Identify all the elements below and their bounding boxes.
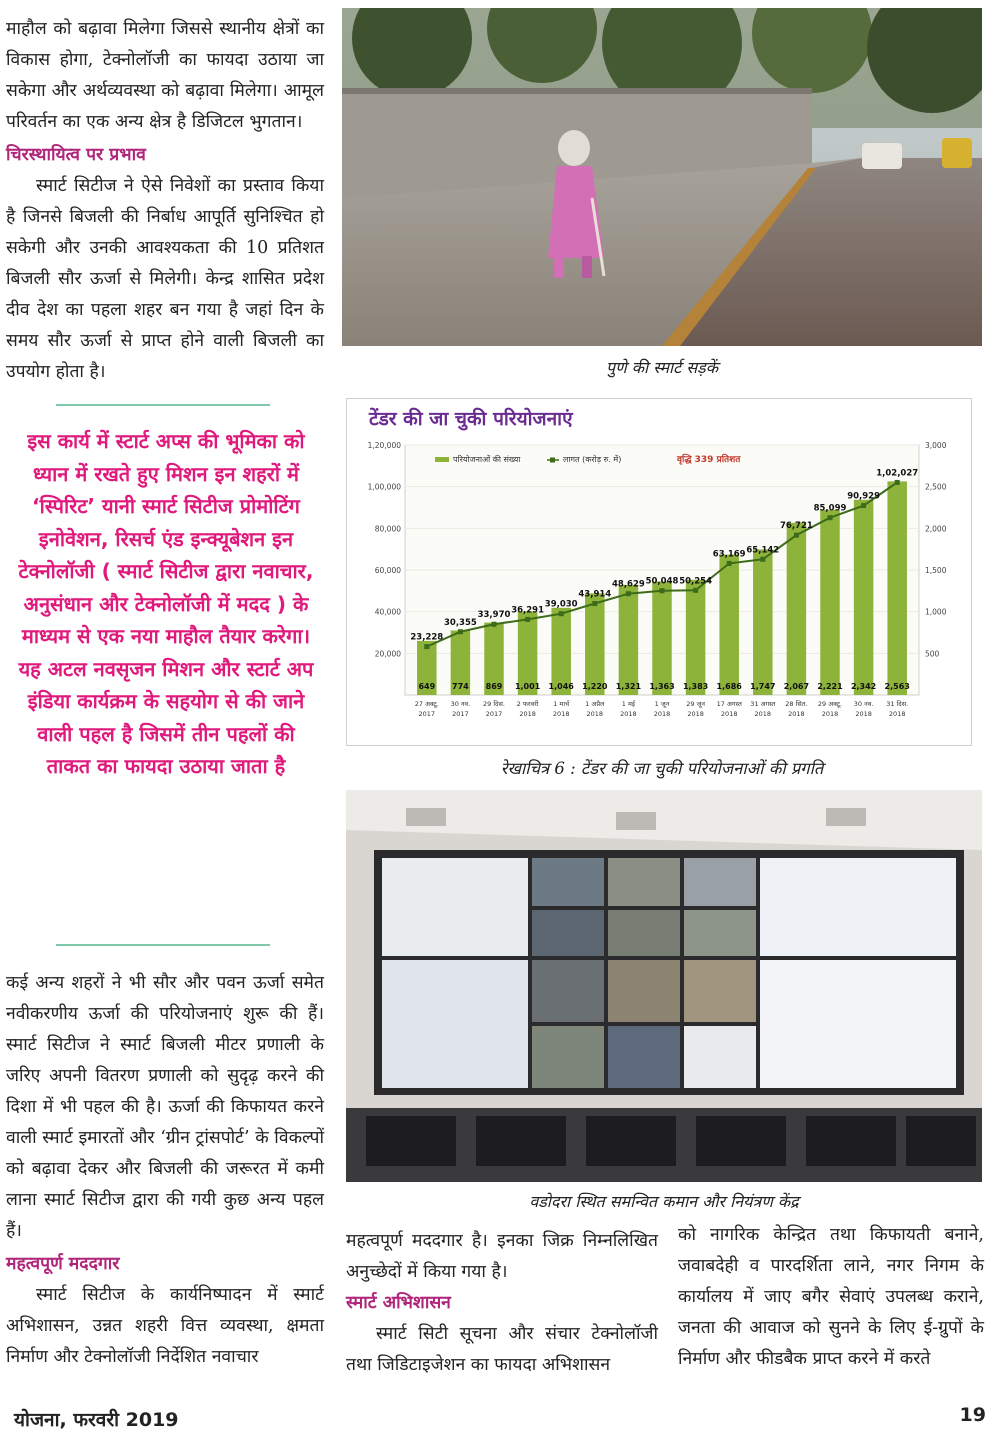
bar (820, 510, 839, 695)
paragraph: कई अन्य शहरों ने भी सौर और पवन ऊर्जा समेत नवीकरणीय ऊर्जा की परियोजनाएं शुरू की हैं। स्मार्ट सिटीज ने स्मार्ट बिजली मीटर प्रणाली के जरिए अपनी वितरण प्रणाली को सुदृढ़ करने की दिशा में भी पहल की है। ऊर्जा की किफायत करने वाली स्मार्ट इमारतों और ‘ग्रीन ट्रांसपोर्ट’ के विकल्पों को बढ़ावा देकर और बिजली की जरूरत में कमी लाना स्मार्ट सिटीज द्वारा की गयी कुछ अन्य पहल हैं। (6, 973, 324, 1241)
cost-value-label: 30,355 (443, 617, 477, 628)
bar-value-label: 649 (418, 682, 436, 691)
bar (787, 523, 806, 695)
street-photo-illustration (342, 8, 982, 346)
x-tick-label-year: 2018 (519, 710, 536, 718)
cost-point (760, 557, 765, 562)
bar-value-label: 1,747 (750, 682, 776, 691)
cost-point (424, 644, 429, 649)
cost-value-label: 63,169 (712, 549, 746, 560)
x-tick-label: 1 मई (621, 700, 636, 708)
section-heading-sustainability: चिरस्थायित्व पर प्रभाव (6, 145, 146, 165)
pull-quote (18, 425, 314, 783)
legend-line-label: लागत (करोड़ रु. में) (563, 455, 622, 464)
cost-value-label: 90,929 (847, 491, 881, 502)
bar-value-label: 1,001 (514, 682, 541, 691)
bar (686, 580, 705, 695)
x-tick-label-year: 2018 (855, 710, 872, 718)
cost-value-label: 85,099 (813, 503, 847, 514)
footer-publication: योजना, फरवरी 2019 (14, 1409, 179, 1431)
legend-bar-label: परियोजनाओं की संख्या (453, 455, 521, 464)
cost-point (592, 601, 597, 606)
x-tick-label: 30 नव. (450, 700, 471, 708)
x-tick-label: 31 दिस. (886, 700, 909, 708)
page-number: 19 (959, 1404, 986, 1426)
cost-value-label: 39,030 (544, 599, 578, 610)
bar (854, 500, 873, 695)
left-tick-label: 20,000 (374, 649, 401, 659)
x-tick-label-year: 2018 (552, 710, 570, 718)
bar-value-label: 1,321 (615, 682, 642, 691)
bar-value-label: 2,563 (884, 682, 910, 691)
left-tick-label: 1,20,000 (367, 441, 401, 450)
x-tick-label-year: 2018 (586, 710, 604, 718)
bar-value-label: 2,067 (783, 682, 810, 691)
legend-bar-swatch (435, 457, 449, 462)
bar (652, 581, 671, 695)
cost-point (559, 611, 564, 616)
divider (56, 404, 270, 406)
x-tick-label-year: 2017 (485, 710, 503, 718)
cost-value-label: 65,142 (746, 545, 780, 556)
paragraph: माहौल को बढ़ावा मिलेगा जिससे स्थानीय क्षेत्रों का विकास होगा, टेक्नोलॉजी का फायदा उठाया जा सकेगा और अर्थव्यवस्था को बढ़ावा मिलेगा। आमूल परिवर्तन का एक अन्य क्षेत्र है डिजिटल भुगतान। (6, 19, 324, 132)
left-tick-label: 1,00,000 (367, 482, 401, 492)
right-tick-label: 1,500 (925, 566, 947, 575)
bar-value-label: 1,046 (548, 682, 574, 691)
cost-value-label: 76,721 (779, 521, 813, 532)
x-tick-label-year: 2018 (788, 710, 805, 718)
bar (753, 549, 772, 695)
x-tick-label-year: 2017 (418, 710, 436, 718)
cost-point (861, 503, 866, 508)
bar-value-label: 1,220 (582, 682, 608, 691)
x-tick-label: 2 फरवरी (516, 700, 539, 708)
bar (619, 585, 638, 695)
cost-point (727, 561, 732, 566)
left-tick-label: 80,000 (374, 524, 401, 534)
cost-value-label: 1,02,027 (876, 468, 919, 479)
photo-vadodara-command-centre (346, 790, 982, 1182)
cost-point (492, 622, 497, 627)
x-tick-label-year: 2018 (620, 710, 637, 718)
cost-value-label: 48,629 (611, 579, 645, 590)
x-tick-label: 29 दिस. (483, 700, 505, 708)
x-tick-label: 17 अगस्त (716, 700, 742, 708)
left-column-lower (6, 968, 324, 1373)
cost-point (828, 515, 833, 520)
x-tick-label-year: 2018 (754, 710, 772, 718)
paragraph: महत्वपूर्ण मददगार है। इनका जिक्र निम्नलिखित अनुच्छेदों में किया गया है। (346, 1231, 658, 1282)
cost-value-label: 50,048 (645, 576, 679, 587)
bar-value-label: 774 (452, 682, 469, 691)
cost-point (660, 588, 665, 593)
photo-pune-smart-roads (342, 8, 982, 346)
x-tick-label: 28 सित. (785, 700, 808, 708)
x-tick-label: 1 अप्रैल (585, 700, 605, 708)
bar-value-label: 2,342 (850, 682, 877, 691)
x-tick-label-year: 2018 (821, 710, 839, 718)
cost-value-label: 23,228 (410, 632, 444, 643)
bar (585, 593, 604, 695)
x-tick-label-year: 2018 (888, 710, 906, 718)
photo-caption: पुणे की स्मार्ट सड़कें (605, 358, 718, 377)
left-tick-label: 40,000 (374, 607, 401, 617)
x-tick-label-year: 2018 (687, 710, 704, 718)
cost-point (458, 629, 463, 634)
cost-value-label: 50,254 (679, 576, 713, 587)
left-tick-label: 60,000 (374, 566, 401, 575)
cost-point (525, 617, 530, 622)
paragraph: को नागरिक केन्द्रित तथा किफायती बनाने, जवाबदेही व पारदर्शिता लाने, नगर निगम के कार्यालय में जाए बगैर सेवाएं उपलब्ध कराने, जनता की आवाज को सुनने के लिए ई-ग्रुपों के निर्माण और फीडबैक प्राप्त करने में करते (678, 1225, 984, 1369)
section-heading-important-helpers: महत्वपूर्ण मददगार (6, 1254, 120, 1274)
pull-quote-text: इस कार्य में स्टार्ट अप्स की भूमिका को ध्यान में रखते हुए मिशन इन शहरों में ‘स्पिरिट’ यानी स्मार्ट सिटीज प्रोमोटिंग इनोवेशन, रिसर्च एंड इन्क्यूबेशन इन टेक्नोलॉजी ( स्मार्ट सिटीज द्वारा नवाचार, अनुसंधान और टेक्नोलॉजी में मदद ) के माध्यम से एक नया माहौल तैयार करेगा। यह अटल नवसृजन मिशन और स्टार्ट अप इंडिया कार्यक्रम के सहयोग से की जाने वाली पहल है जिसमें तीन पहलों की ताकत का फायदा उठाया जाता है (18, 429, 314, 778)
cost-point (626, 591, 631, 596)
photo-caption: वडोदरा स्थित समन्वित कमान और नियंत्रण केंद्र (529, 1192, 799, 1211)
cost-value-label: 33,970 (477, 610, 511, 621)
control-room-illustration (346, 790, 982, 1182)
x-tick-label: 29 जून (686, 700, 705, 708)
x-tick-label: 1 मार्च (553, 700, 570, 708)
bar-value-label: 869 (485, 682, 503, 691)
x-tick-label: 31 अगस्त (750, 700, 776, 708)
chart-svg (347, 399, 971, 745)
x-tick-label-year: 2018 (653, 710, 671, 718)
right-tick-label: 2,000 (925, 524, 947, 534)
left-column (6, 14, 324, 388)
right-tick-label: 500 (925, 649, 940, 659)
growth-note: वृद्धि 339 प्रतिशत (677, 455, 741, 465)
right-column (678, 1220, 984, 1375)
middle-column (346, 1226, 658, 1381)
divider (56, 944, 270, 946)
cost-point (794, 533, 799, 538)
x-tick-label-year: 2018 (720, 710, 738, 718)
right-tick-label: 2,500 (925, 482, 947, 492)
legend-line-marker (550, 458, 555, 463)
paragraph: स्मार्ट सिटी सूचना और संचार टेक्नोलॉजी तथा जिडिटाइजेशन का फायदा अभिशासन (346, 1324, 658, 1375)
bar-value-label: 1,686 (716, 682, 742, 691)
bar (719, 555, 738, 696)
right-tick-label: 3,000 (925, 441, 947, 450)
paragraph: स्मार्ट सिटीज ने ऐसे निवेशों का प्रस्ताव किया है जिनसे बिजली की निर्बाध आपूर्ति सुनिश्चित हो सकेगी और उनकी आवश्यकता की 10 प्रतिशत बिजली सौर ऊर्जा से मिलेगी। केन्द्र शासित प्रदेश दीव देश का पहला शहर बन गया है जहां दिन के समय सौर ऊर्जा से प्राप्त होने वाली बिजली का उपयोग होता है। (6, 176, 324, 382)
cost-value-label: 43,914 (578, 589, 612, 600)
bar-value-label: 2,221 (817, 682, 843, 691)
section-heading-smart-governance: स्मार्ट अभिशासन (346, 1293, 451, 1313)
figure-caption: रेखाचित्र 6 : टेंडर की जा चुकी परियोजनाओं की प्रगति (500, 759, 824, 778)
x-tick-label: 1 जून (654, 700, 670, 708)
chart-title: टेंडर की जा चुकी परियोजनाएं (369, 408, 573, 430)
paragraph: स्मार्ट सिटीज के कार्यनिष्पादन में स्मार्ट अभिशासन, उन्नत शहरी वित्त व्यवस्था, क्षमता निर्माण और टेक्नोलॉजी निर्देशित नवाचार (6, 1285, 324, 1367)
tender-projects-chart (346, 398, 972, 746)
x-tick-label: 29 अक्टू. (817, 700, 843, 708)
bar-value-label: 1,383 (682, 682, 709, 691)
bar-value-label: 1,363 (649, 682, 675, 691)
cost-point (693, 588, 698, 593)
cost-point (895, 480, 900, 485)
right-tick-label: 1,000 (925, 607, 947, 617)
x-tick-label: 27 अक्टू. (414, 700, 439, 708)
cost-value-label: 36,291 (511, 605, 545, 616)
x-tick-label: 30 नव. (853, 700, 874, 708)
x-tick-label-year: 2017 (452, 710, 469, 718)
bar (887, 481, 906, 695)
